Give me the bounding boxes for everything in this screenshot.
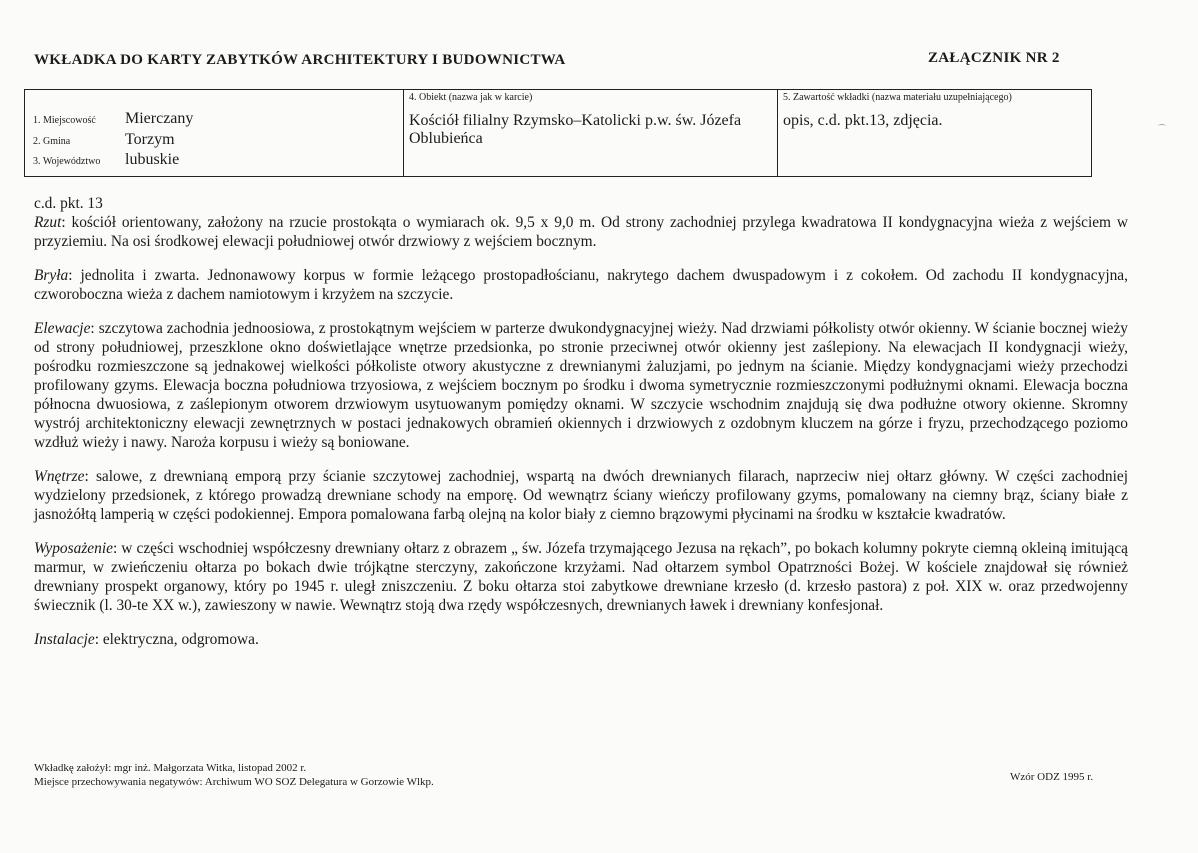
section-text: szczytowa zachodnia jednoosiowa, z prostokątnym wejściem w parterze dwukondygnacyjnej wieży. Nad drzwiami półkolisty otwór okienny. W ścianie bocznej wieży od strony południowej, przeszklone okno doświetlające wnętrze przedsionka, po stronie przeciwnej otwór okienny jest zaślepiony. Na elewacjach II kondygnacji wieży, pośrodku rozmieszczone są jednakowej wielkości półkoliste otwory akustyczne z drewnianymi żaluzjami, po jednym na ścianie. Między kondygnacjami wieży przechodzi profilowany gzyms. Elewacja boczna południowa trzyosiowa, z wejściem bocznym po środku i dwoma symetrycznie rozmieszczonymi podłużnymi oknami. Elewacja boczna północna dwuosiowa, z zaślepionym otworem drzwiowym usytuowanym pomiędzy oknami. W szczycie wschodnim znajdują się dwa podłużne otwory okienne. Skromny wystrój architektoniczny elewacji zewnętrznych w postaci jednakowych obramień okiennych i drzwiowych z ozdobnym kluczem na górze i fryzu, przechodzącego poziomo wzdłuż wieży i nawy. Naroża korpusu i wieży są boniowane. xyxy=(34,320,1129,451)
document-title: WKŁADKA DO KARTY ZABYTKÓW ARCHITEKTURY I BUDOWNICTWA xyxy=(34,52,566,68)
section-heading: Wyposażenie xyxy=(34,540,113,557)
location-cell xyxy=(25,90,404,176)
section-heading: Instalacje xyxy=(34,631,95,648)
author-line: Wkładkę założył: mgr inż. Małgorzata Witka, listopad 2002 r. xyxy=(34,762,307,774)
section-text: w części wschodniej współczesny drewniany ołtarz z obrazem „ św. Józefa trzymającego Jezusa na rękach”, po bokach kolumny pokryte ciemną okleiną imitującą marmur, w zwieńczeniu ołtarza po bokach dwie trójkątne sterczyny, zakończone krzyżami. Nad ołtarzem symbol Opatrzności Bożej. W kościele znajdował się również drewniany prospekt organowy, który po 1945 r. uległ zniszczeniu. Z boku ołtarza stoi zabytkowe drewniane krzesło (d. krzesło pastora) z poł. XIX w. oraz przedwojenny świecznik (l. 30-te XX w.), zawieszony w nawie. Wewnątrz stoją dwa rzędy współczesnych, drewnianych ławek i drewniany konfesjonał. xyxy=(34,540,1129,614)
content-cell xyxy=(778,90,1091,176)
section-heading: Bryła xyxy=(34,267,69,284)
section-heading: Wnętrze xyxy=(34,468,85,485)
municipality-label: 2. Gmina xyxy=(33,136,71,147)
voivodeship-value: lubuskie xyxy=(125,151,180,168)
section-text: elektryczna, odgromowa. xyxy=(102,631,259,648)
section-text: jednolita i zwarta. Jednonawowy korpus w formie leżącego prostopadłościanu, nakrytego dachem dwuspadowym i z cokołem. Od zachodu II kondygnacyjna, czworoboczna wieża z dachem namiotowym i krzyżem na szczycie. xyxy=(34,267,1128,303)
municipality-value: Torzym xyxy=(125,131,175,148)
section-rzut: Rzut: kościół orientowany, założony na rzucie prostokąta o wymiarach ok. 9,5 x 9,0 m. Od strony zachodniej przylega kwadratowa II kondygnacyjna wieża z wejściem w przyziemiu. Na osi środkowej elewacji południowej otwór drzwiowy z wejściem bocznym. xyxy=(34,214,1128,250)
location-label: 1. Miejscowość xyxy=(33,115,96,126)
section-elewacje: Elewacje: szczytowa zachodnia jednoosiowa, z prostokątnym wejściem w parterze dwukondygnacyjnej wieży. Nad drzwiami półkolisty otwór okienny. W ścianie bocznej wieży od strony południowej, przeszklone okno doświetlające wnętrze przedsionka, po stronie przeciwnej otwór okienny jest zaślepiony. Na elewacjach II kondygnacji wieży, pośrodku rozmieszczone są jednakowej wielkości półkoliste otwory akustyczne z drewnianymi żaluzjami, po jednym na ścianie. Między kondygnacjami wieży przechodzi profilowany gzyms. Elewacja boczna południowa trzyosiowa, z wejściem bocznym po środku i dwoma symetrycznie rozmieszczonymi podłużnymi oknami. Elewacja boczna północna dwuosiowa, z zaślepionym otworem drzwiowym usytuowanym pomiędzy oknami. W szczycie wschodnim znajdują się dwa podłużne otwory okienne. Skromny wystrój architektoniczny elewacji zewnętrznych w postaci jednakowych obramień okiennych i drzwiowych z ozdobnym kluczem na górze i fryzu, przechodzącego poziomo wzdłuż wieży i nawy. Naroża korpusu i wieży są boniowane. xyxy=(34,320,1129,451)
section-text: salowe, z drewnianą emporą przy ścianie szczytowej zachodniej, wspartą na dwóch drewnianych filarach, naprzeciw niej ołtarz główny. W części zachodniej wydzielony przedsionek, z którego prowadzą drewniane schody na emporę. Od wewnątrz ściany wieńczy profilowany gzyms, pomalowany na ciemny brąz, ściany białe z jasnożółtą lamperią w części podokiennej. Empora pomalowana farbą olejną na kolor biały z ciemno brązowymi płycinami na środku w kształcie kwadratów. xyxy=(34,468,1129,523)
section-text: kościół orientowany, założony na rzucie prostokąta o wymiarach ok. 9,5 x 9,0 m. Od strony zachodniej przylega kwadratowa II kondygnacyjna wieża z wejściem w przyziemiu. Na osi środkowej elewacji południowej otwór drzwiowy z wejściem bocznym. xyxy=(34,214,1128,250)
object-cell xyxy=(404,90,778,176)
content-label: 5. Zawartość wkładki (nazwa materiału uzupełniającego) xyxy=(783,92,1012,103)
section-bryla: Bryła: jednolita i zwarta. Jednonawowy korpus w formie leżącego prostopadłościanu, nakrytego dachem dwuspadowym i z cokołem. Od zachodu II kondygnacyjna, czworoboczna wieża z dachem namiotowym i krzyżem na szczycie. xyxy=(34,267,1128,303)
section-heading: Elewacje xyxy=(34,320,91,337)
object-value: Kościół filialny Rzymsko–Katolicki p.w. św. Józefa Oblubieńca xyxy=(409,112,742,147)
voivodeship-label: 3. Województwo xyxy=(33,156,101,167)
form-version: Wzór ODZ 1995 r. xyxy=(1010,771,1094,783)
content-value: opis, c.d. pkt.13, zdjęcia. xyxy=(783,112,943,129)
section-wyposazenie: Wyposażenie: w części wschodniej współczesny drewniany ołtarz z obrazem „ św. Józefa trzymającego Jezusa na rękach”, po bokach kolumny pokryte ciemną okleiną imitującą marmur, w zwieńczeniu ołtarza po bokach dwie trójkątne sterczyny, zakończone krzyżami. Nad ołtarzem symbol Opatrzności Bożej. W kościele znajdował się również drewniany prospekt organowy, który po 1945 r. uległ zniszczeniu. Z boku ołtarza stoi zabytkowe drewniane krzesło (d. krzesło pastora) z poł. XIX w. oraz przedwojenny świecznik (l. 30-te XX w.), zawieszony w nawie. Wewnątrz stoją dwa rzędy współczesnych, drewnianych ławek i drewniany konfesjonał. xyxy=(34,540,1129,614)
storage-line: Miejsce przechowywania negatywów: Archiwum WO SOZ Delegatura w Gorzowie Wlkp. xyxy=(34,776,434,788)
description-body xyxy=(34,194,1128,664)
info-table xyxy=(24,89,1092,177)
section-instalacje: Instalacje: elektryczna, odgromowa. xyxy=(34,631,259,648)
object-label: 4. Obiekt (nazwa jak w karcie) xyxy=(409,92,533,103)
scan-mark xyxy=(1158,124,1166,128)
section-heading: Rzut xyxy=(34,214,62,231)
location-value: Mierczany xyxy=(125,110,194,127)
section-wnetrze: Wnętrze: salowe, z drewnianą emporą przy ścianie szczytowej zachodniej, wspartą na dwóch drewnianych filarach, naprzeciw niej ołtarz główny. W części zachodniej wydzielony przedsionek, z którego prowadzą drewniane schody na emporę. Od wewnątrz ściany wieńczy profilowany gzyms, pomalowany na ciemny brąz, ściany białe z jasnożółtą lamperią w części podokiennej. Empora pomalowana farbą olejną na kolor biały z ciemno brązowymi płycinami na środku w kształcie kwadratów. xyxy=(34,468,1129,523)
footer xyxy=(34,761,434,789)
intro-line: c.d. pkt. 13 xyxy=(34,195,103,212)
annex-number: ZAŁĄCZNIK NR 2 xyxy=(928,50,1060,66)
